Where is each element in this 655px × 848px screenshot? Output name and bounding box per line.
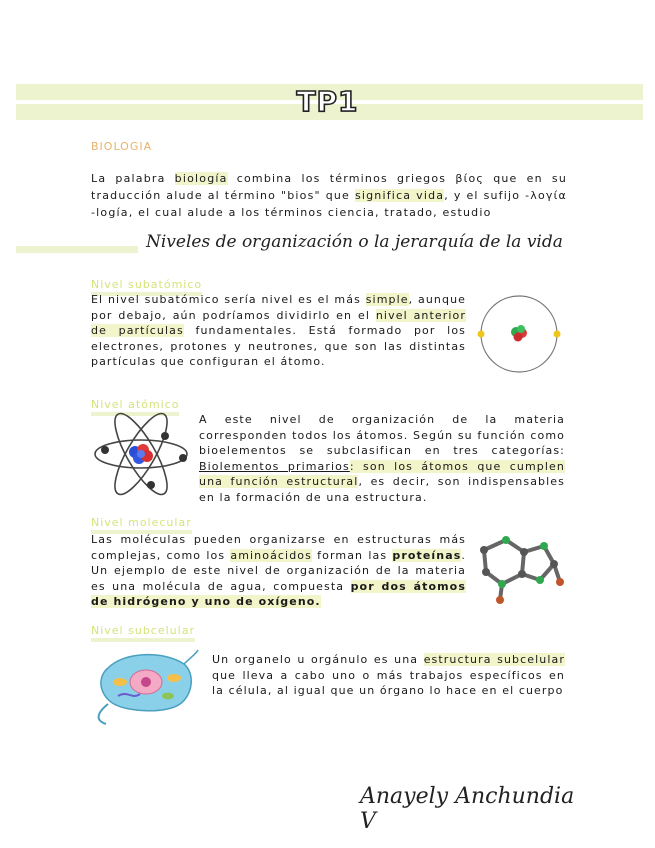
subject-label: BIOLOGIA xyxy=(91,140,153,153)
molecule-illustration xyxy=(474,528,566,608)
page-title: TP1 xyxy=(296,85,359,118)
section-title: Niveles de organización o la jerarquía de la vida xyxy=(146,232,563,252)
signature: Anayely Anchundia V xyxy=(360,784,575,834)
section-accent-bar xyxy=(16,246,138,253)
heading-subcellular: Nivel subcelular xyxy=(91,624,195,642)
atom-model-illustration xyxy=(91,412,191,496)
paragraph-molecular: Las moléculas pueden organizarse en estructuras más complejas, como los aminoácidos forman las proteínas. Un ejemplo de este nivel de organización de la materia es una molécula de agua, compuesta por dos átomos de hidrógeno y uno de oxígeno. xyxy=(91,533,466,608)
intro-paragraph: La palabra biología combina los términos griegos βίος que en su traducción alude al término "bios" que significa vida, y el sufijo -λογία -logía, el cual alude a los términos ciencia, tratado, estudio xyxy=(91,172,567,219)
heading-molecular: Nivel molecular xyxy=(91,516,192,534)
paragraph-atomic: A este nivel de organización de la materia corresponden todos los átomos. Según su función como bioelementos se subclasifican en tres categorías: Biolementos primarios: son los átomos que cumplen una función estructural, es decir, son indispensables en la formación de una estructura. xyxy=(199,413,565,504)
paragraph-subatomic: El nivel subatómico sería nivel es el más simple, aunque por debajo, aún podríamos dividirlo en el nivel anterior de partículas fundamentales. Está formado por los electrones, protones y neutrones, que son las distintas partículas que configuran el átomo. xyxy=(91,293,467,368)
heading-atomic: Nivel atómico xyxy=(91,398,179,416)
atom-orbit-illustration xyxy=(474,292,564,376)
paragraph-subcellular: Un organelo u orgánulo es una estructura subcelular que lleva a cabo uno o más trabajos específicos en la célula, al igual que un órgano lo hace en el cuerpo xyxy=(212,653,565,697)
cell-diagram-illustration xyxy=(88,648,200,728)
heading-subatomic: Nivel subatómico xyxy=(91,278,202,296)
